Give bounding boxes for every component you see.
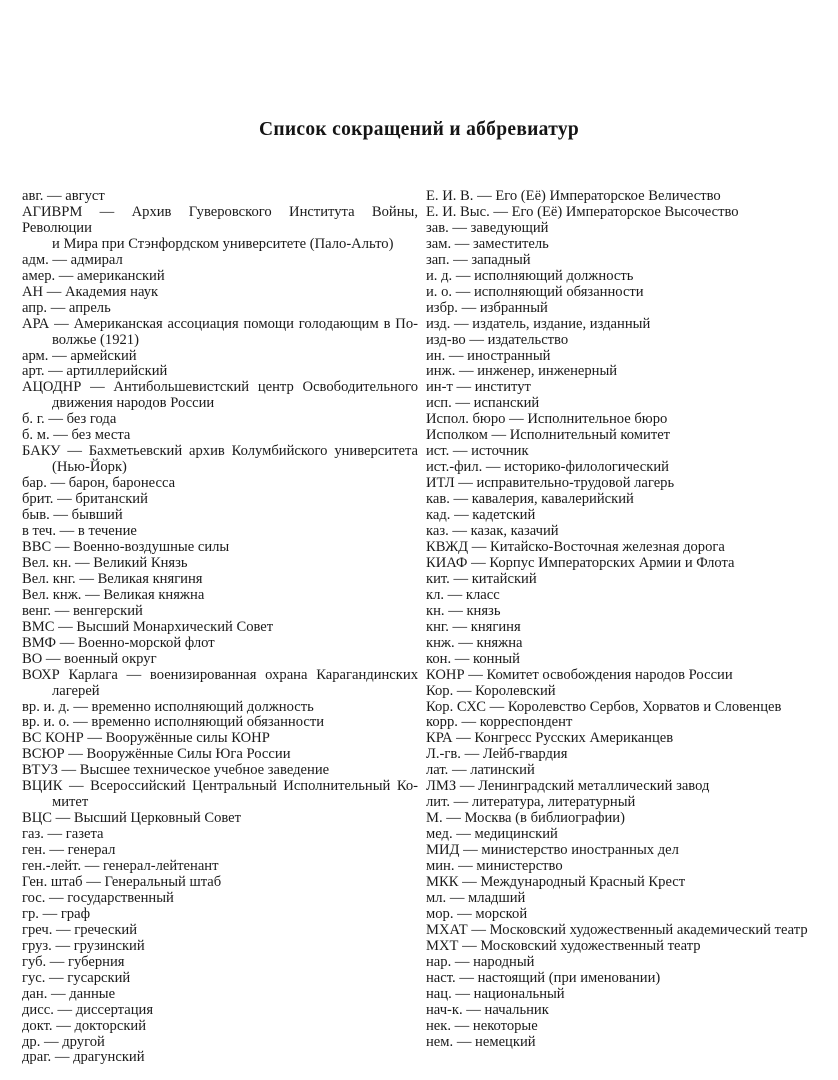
abbr-entry [426, 684, 830, 700]
abbr-entry [22, 604, 418, 620]
entry-line: др. — другой [22, 1033, 105, 1050]
entry-line: газ. — газета [22, 826, 104, 843]
entry-line: АРА — Американская ассоциация помощи голодающим в По- [22, 315, 418, 332]
abbr-entry [22, 811, 418, 827]
entry-line: вр. и. о. — временно исполняющий обязанности [22, 714, 325, 731]
entry-line: ВЦС — Высший Церковный Совет [22, 810, 242, 827]
entry-line: брит. — британский [22, 491, 148, 508]
abbr-entry [426, 987, 830, 1003]
abbr-entry [22, 1035, 418, 1051]
abbr-entry [426, 827, 830, 843]
entry-line: арт. — артиллерийский [22, 363, 168, 380]
entry-line: исп. — испанский [426, 395, 540, 412]
entry-line: греч. — греческий [22, 921, 138, 938]
entry-line: гус. — гусарский [22, 969, 131, 986]
abbr-entry [22, 843, 418, 859]
entry-line: ВСЮР — Вооружённые Силы Юга России [22, 746, 291, 763]
entry-line: ИТЛ — исправительно-трудовой лагерь [426, 475, 675, 492]
entry-line: гос. — государственный [22, 889, 174, 906]
entry-line: кнж. — княжна [426, 634, 523, 651]
entry-line: кн. — князь [426, 602, 501, 619]
entry-line: избр. — избранный [426, 299, 548, 316]
entry-line: зам. — заместитель [426, 235, 549, 252]
entry-line: и. о. — исполняющий обязанности [426, 283, 644, 300]
entry-line: арм. — армейский [22, 347, 137, 364]
abbr-entry [22, 540, 418, 556]
abbr-entry [22, 301, 418, 317]
entry-line: нар. — народный [426, 953, 535, 970]
abbr-entry [426, 588, 830, 604]
entry-line: МХТ — Московский художественный театр [426, 937, 701, 954]
abbr-entry [22, 1050, 418, 1066]
abbr-entry [22, 636, 418, 652]
abbr-entry [426, 428, 830, 444]
entry-line: наст. — настоящий (при именовании) [426, 969, 661, 986]
abbr-entry [22, 412, 418, 428]
entry-line: и Мира при Стэнфордском университете (Пало-Альто) [52, 235, 394, 252]
abbr-entry [426, 189, 830, 205]
abbr-entry [22, 253, 418, 269]
entry-line: авг. — август [22, 188, 105, 204]
entry-line: Л.-гв. — Лейб-гвардия [426, 746, 568, 763]
entry-line: мед. — медицинский [426, 826, 558, 843]
abbr-entry [22, 747, 418, 763]
entry-line: каз. — казак, казачий [426, 523, 559, 540]
entry-line: и. д. — исполняющий должность [426, 267, 634, 284]
abbr-entry [426, 492, 830, 508]
abbr-entry [22, 428, 418, 444]
entry-line: М. — Москва (в библиографии) [426, 810, 625, 827]
entry-line: (Нью-Йорк) [52, 459, 127, 476]
entry-line: ВОХР Карлага — военизированная охрана Карагандинских [22, 666, 418, 683]
entry-line: гр. — граф [22, 905, 91, 922]
entry-line: быв. — бывший [22, 507, 123, 524]
abbr-entry [22, 492, 418, 508]
abbr-entry [426, 1019, 830, 1035]
entry-line: ген. — генерал [22, 842, 116, 859]
abbr-entry [426, 1003, 830, 1019]
abbr-entry [22, 524, 418, 540]
entry-line: апр. — апрель [22, 299, 111, 316]
entry-line: ВВС — Военно-воздушные силы [22, 538, 230, 555]
entry-line: ВЦИК — Всероссийский Центральный Исполнительный Ко- [22, 778, 418, 795]
entry-line: бар. — барон, баронесса [22, 475, 176, 492]
entry-line: мор. — морской [426, 905, 528, 922]
abbr-entry [22, 620, 418, 636]
entry-line: вр. и. д. — временно исполняющий должность [22, 698, 314, 715]
abbr-entry [426, 540, 830, 556]
abbr-entry [22, 955, 418, 971]
entry-line: Е. И. Выс. — Его (Её) Императорское Высочество [426, 203, 739, 220]
abbr-entry [22, 700, 418, 716]
abbr-entry [426, 285, 830, 301]
abbr-entry [426, 396, 830, 412]
abbr-entry [426, 333, 830, 349]
entry-line: кон. — конный [426, 650, 520, 667]
entry-line: ЛМЗ — Ленинградский металлический завод [426, 778, 710, 795]
abbr-entry [426, 237, 830, 253]
abbr-entry [426, 269, 830, 285]
abbr-entry [22, 364, 418, 380]
entry-line: дан. — данные [22, 985, 116, 1002]
entry-line: Кор. СХС — Королевство Сербов, Хорватов и Словенцев [426, 698, 782, 715]
abbr-entry [22, 285, 418, 301]
entry-line: КОНР — Комитет освобождения народов России [426, 666, 733, 683]
abbr-entry [22, 444, 418, 476]
entry-line: Исполком — Исполнительный комитет [426, 427, 671, 444]
entry-line: б. м. — без места [22, 427, 131, 444]
abbr-entry [426, 923, 830, 939]
abbr-entry [426, 620, 830, 636]
entry-line: ист.-фил. — историко-филологический [426, 459, 669, 476]
abbr-column-left [22, 189, 418, 1066]
entry-line: нац. — национальный [426, 985, 565, 1002]
entry-line: Вел. кнж. — Великая княжна [22, 586, 205, 603]
abbr-entry [426, 747, 830, 763]
abbr-entry [426, 843, 830, 859]
abbr-entry [426, 811, 830, 827]
entry-line: КВЖД — Китайско-Восточная железная дорога [426, 538, 725, 555]
entry-line: волжье (1921) [52, 331, 139, 348]
abbr-entry [426, 795, 830, 811]
entry-line: АН — Академия наук [22, 283, 159, 300]
abbr-entry [22, 189, 418, 205]
abbr-entry [426, 508, 830, 524]
entry-line: дисс. — диссертация [22, 1001, 154, 1018]
entry-line: кнг. — княгиня [426, 618, 521, 635]
page-title: Список сокращений и аббревиатур [258, 119, 580, 140]
entry-line: кав. — кавалерия, кавалерийский [426, 491, 634, 508]
abbr-entry [22, 317, 418, 349]
abbr-entry [22, 891, 418, 907]
abbr-entry [22, 923, 418, 939]
abbr-entry [426, 763, 830, 779]
abbr-column-right [426, 189, 830, 1050]
abbr-entry [426, 412, 830, 428]
entry-line: корр. — корреспондент [426, 714, 573, 731]
entry-line: МХАТ — Московский художественный академический театр [426, 921, 808, 938]
entry-line: лагерей [52, 682, 100, 699]
abbr-entry [22, 588, 418, 604]
entry-line: драг. — драгунский [22, 1049, 145, 1066]
entry-line: мл. — младший [426, 889, 526, 906]
abbr-entry [426, 556, 830, 572]
entry-line: лат. — латинский [426, 762, 535, 779]
abbr-entry [22, 731, 418, 747]
abbr-entry [22, 971, 418, 987]
entry-line: лит. — литература, литературный [426, 794, 636, 811]
abbr-entry [426, 205, 830, 221]
abbr-entry [22, 205, 418, 253]
abbr-entry [426, 1035, 830, 1051]
abbr-entry [426, 891, 830, 907]
abbr-entry [22, 1003, 418, 1019]
entry-line: Вел. кнг. — Великая княгиня [22, 570, 203, 587]
abbr-entry [426, 364, 830, 380]
entry-line: зап. — западный [426, 251, 531, 268]
entry-line: Испол. бюро — Исполнительное бюро [426, 411, 668, 428]
entry-line: нач-к. — начальник [426, 1001, 549, 1018]
abbr-entry [426, 731, 830, 747]
abbr-entry [22, 779, 418, 811]
abbr-entry [426, 859, 830, 875]
abbr-entry [22, 763, 418, 779]
abbr-entry [22, 907, 418, 923]
entry-line: ВМС — Высший Монархический Совет [22, 618, 274, 635]
entry-line: АЦОДНР — Антибольшевистский центр Освободительного [22, 379, 418, 396]
entry-line: Е. И. В. — Его (Её) Императорское Величество [426, 188, 721, 204]
entry-line: Кор. — Королевский [426, 682, 556, 699]
entry-line: МКК — Международный Красный Крест [426, 873, 686, 890]
entry-line: кад. — кадетский [426, 507, 536, 524]
abbr-entry [22, 987, 418, 1003]
abbr-entry [426, 636, 830, 652]
abbr-entry [426, 875, 830, 891]
abbr-entry [426, 779, 830, 795]
entry-line: движения народов России [52, 395, 215, 412]
entry-line: венг. — венгерский [22, 602, 143, 619]
entry-line: в теч. — в течение [22, 523, 137, 540]
abbr-entry [22, 556, 418, 572]
abbr-entry [426, 652, 830, 668]
entry-line: ин. — иностранный [426, 347, 551, 364]
abbr-entry [426, 476, 830, 492]
entry-line: нек. — некоторые [426, 1017, 538, 1034]
entry-line: АГИВРМ — Архив Гуверовского Института Войны, Революции [22, 203, 418, 236]
abbr-entry [426, 444, 830, 460]
entry-line: докт. — докторский [22, 1017, 147, 1034]
abbr-entry [22, 269, 418, 285]
entry-line: КРА — Конгресс Русских Американцев [426, 730, 674, 747]
abbr-entry [426, 907, 830, 923]
abbr-entry [426, 572, 830, 588]
entry-line: ин-т — институт [426, 379, 531, 396]
abbr-entry [22, 508, 418, 524]
abbr-entry [426, 604, 830, 620]
entry-line: ВС КОНР — Вооружённые силы КОНР [22, 730, 270, 747]
abbr-entry [426, 715, 830, 731]
abbr-entry [426, 221, 830, 237]
entry-line: амер. — американский [22, 267, 165, 284]
abbr-entry [22, 827, 418, 843]
entry-line: груз. — грузинский [22, 937, 145, 954]
entry-line: ист. — источник [426, 443, 529, 460]
abbr-entry [22, 349, 418, 365]
entry-line: кит. — китайский [426, 570, 537, 587]
entry-line: кл. — класс [426, 586, 500, 603]
abbr-entry [426, 939, 830, 955]
abbr-entry [22, 715, 418, 731]
abbr-entry [426, 668, 830, 684]
entry-line: б. г. — без года [22, 411, 117, 428]
abbr-entry [22, 572, 418, 588]
entry-line: МИД — министерство иностранных дел [426, 842, 679, 859]
entry-line: зав. — заведующий [426, 219, 549, 236]
entry-line: ВО — военный округ [22, 650, 157, 667]
entry-line: адм. — адмирал [22, 251, 123, 268]
entry-line: нем. — немецкий [426, 1033, 536, 1050]
entry-line: губ. — губерния [22, 953, 125, 970]
abbr-entry [22, 939, 418, 955]
abbr-entry [426, 971, 830, 987]
entry-line: ВТУЗ — Высшее техническое учебное заведение [22, 762, 330, 779]
entry-line: митет [52, 794, 89, 811]
abbr-entry [22, 380, 418, 412]
entry-line: мин. — министерство [426, 858, 563, 875]
abbr-entry [426, 253, 830, 269]
entry-line: Вел. кн. — Великий Князь [22, 554, 188, 571]
abbr-entry [22, 652, 418, 668]
abbr-entry [426, 380, 830, 396]
entry-line: изд-во — издательство [426, 331, 569, 348]
abbr-entry [22, 668, 418, 700]
abbr-entry [22, 476, 418, 492]
entry-line: изд. — издатель, издание, изданный [426, 315, 651, 332]
entry-line: БАКУ — Бахметьевский архив Колумбийского университета [22, 443, 418, 460]
abbr-entry [426, 317, 830, 333]
entry-line: ВМФ — Военно-морской флот [22, 634, 215, 651]
abbr-entry [426, 955, 830, 971]
abbr-entry [426, 524, 830, 540]
abbr-entry [426, 301, 830, 317]
abbr-entry [22, 875, 418, 891]
entry-line: Ген. штаб — Генеральный штаб [22, 873, 222, 890]
abbr-entry [426, 700, 830, 716]
abbr-entry [22, 1019, 418, 1035]
abbr-entry [426, 349, 830, 365]
entry-line: ген.-лейт. — генерал-лейтенант [22, 858, 219, 875]
abbr-entry [426, 460, 830, 476]
entry-line: КИАФ — Корпус Императорских Армии и Флота [426, 554, 735, 571]
abbr-entry [22, 859, 418, 875]
entry-line: инж. — инженер, инженерный [426, 363, 618, 380]
